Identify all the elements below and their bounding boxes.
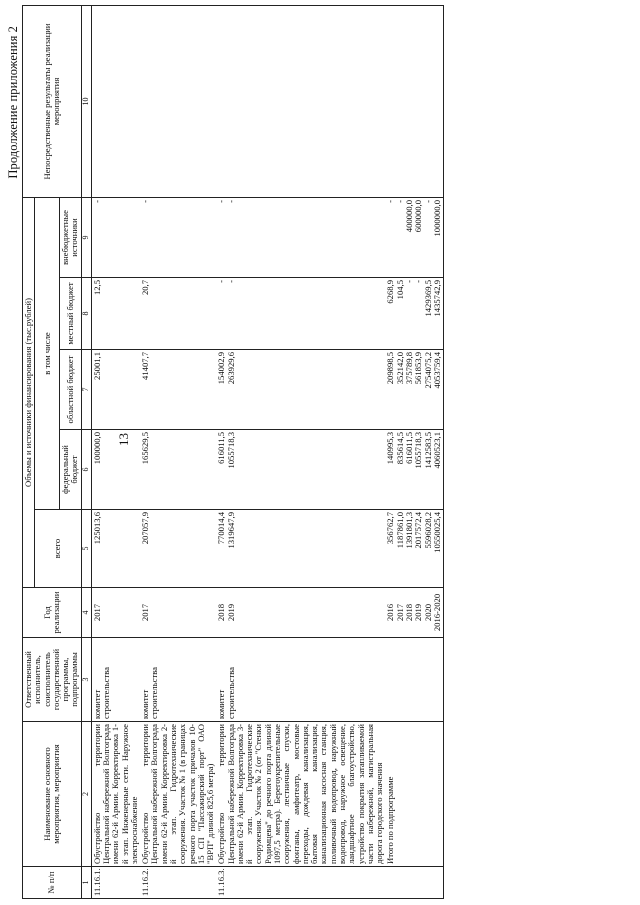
value-line: 100000,0 bbox=[91, 432, 102, 465]
extrabudget-cell bbox=[216, 197, 385, 277]
activity-name: Обустройство территории Центральной набережной Волгограда имени 62-й Армии. Корректировка 3-й этап. Гидротехнические сооружения. Участок № 2 (от "Стенки Родимцева" до речного порта длиной 1097,5 метра). Берегоукрепительные сооружения, лестничные спуски, фонтаны, амфитеатр, мостовые переходы, дождевая канализация, бытовая канализация, канализационная насосная станция, поливочный водопровод, наружный водопровод, наружное освещение, ландшафтное благоустройство, устройство покрытия затапливаемой части набережной, магистральная дорога городского значения bbox=[216, 722, 385, 867]
value-line: 2016 bbox=[385, 603, 396, 622]
value-line: 2020 bbox=[422, 603, 433, 622]
value-line: 1391801,3 bbox=[403, 512, 414, 549]
value-line: 561853,9 bbox=[413, 352, 424, 385]
value-line: 10550025,4 bbox=[431, 512, 442, 553]
local-cell bbox=[385, 278, 443, 350]
value-line: 375789,8 bbox=[403, 352, 414, 385]
federal-cell bbox=[216, 430, 385, 510]
column-number: 3 bbox=[81, 638, 91, 722]
row-number: 11.16.1. bbox=[91, 867, 140, 899]
value-line: - bbox=[403, 280, 414, 283]
value-line: 2018 bbox=[403, 603, 414, 622]
value-line: 25001,1 bbox=[91, 352, 102, 380]
value-line: - bbox=[225, 280, 236, 283]
value-line: 2018 bbox=[216, 603, 227, 622]
value-line: 4053759,4 bbox=[431, 352, 442, 389]
column-number: 6 bbox=[81, 430, 91, 510]
responsible-executor: комитет строительства bbox=[91, 638, 140, 722]
header-regional: областной бюджет bbox=[60, 350, 82, 430]
column-number: 2 bbox=[81, 722, 91, 867]
value-line: 1055718,3 bbox=[225, 432, 236, 469]
column-number: 10 bbox=[81, 5, 91, 197]
value-line: - bbox=[394, 199, 405, 203]
value-line: 400000,0 bbox=[403, 199, 414, 233]
value-line: 2017 bbox=[140, 603, 151, 622]
regional-cell bbox=[91, 350, 140, 430]
value-line: 2017 bbox=[91, 603, 102, 622]
year-cell bbox=[216, 588, 385, 638]
value-line: 140995,3 bbox=[385, 432, 396, 465]
regional-cell bbox=[385, 350, 443, 430]
result-cell bbox=[385, 5, 443, 197]
header-total: всего bbox=[35, 510, 81, 588]
value-line: 1319647,9 bbox=[225, 512, 236, 549]
value-line: 41407,7 bbox=[140, 352, 151, 380]
federal-cell bbox=[91, 430, 140, 510]
value-line: 125013,6 bbox=[91, 512, 102, 545]
value-line: 1412583,5 bbox=[422, 432, 433, 469]
value-line: 2016-2020 bbox=[431, 593, 442, 632]
column-number: 1 bbox=[81, 867, 91, 899]
value-line: 835614,5 bbox=[394, 432, 405, 465]
header-including: в том числе bbox=[35, 197, 60, 509]
header-funding: Объемы и источники финансирования (тыс.рублей) bbox=[23, 197, 35, 587]
extrabudget-cell bbox=[91, 197, 140, 277]
value-line: 20,7 bbox=[140, 280, 151, 296]
value-line: 2017 bbox=[394, 603, 405, 622]
header-name: Наименование основного мероприятия, мероприятия bbox=[23, 722, 82, 867]
total-cell bbox=[91, 510, 140, 588]
column-number: 5 bbox=[81, 510, 91, 588]
value-line: 207057,9 bbox=[140, 512, 151, 545]
financing-table bbox=[22, 5, 444, 899]
header-federal: федеральный бюджет bbox=[60, 430, 82, 510]
row-number: 11.16.2. bbox=[140, 867, 216, 899]
local-cell bbox=[91, 278, 140, 350]
value-line: 352142,0 bbox=[394, 352, 405, 385]
value-line: 209898,5 bbox=[385, 352, 396, 385]
value-line: - bbox=[91, 199, 102, 203]
total-cell bbox=[385, 510, 443, 588]
total-cell bbox=[140, 510, 216, 588]
table-row bbox=[140, 5, 216, 898]
value-line: 4060523,1 bbox=[431, 432, 442, 469]
column-number: 9 bbox=[81, 197, 91, 277]
value-line: 1000000,0 bbox=[431, 199, 442, 237]
header-extrabudget: внебюджетные источники bbox=[60, 197, 82, 277]
federal-cell bbox=[385, 430, 443, 510]
row-number: 11.16.3. bbox=[216, 867, 385, 899]
value-line: 104,5 bbox=[394, 280, 405, 300]
year-cell bbox=[385, 588, 443, 638]
value-line: 154002,9 bbox=[216, 352, 227, 385]
value-line: 770014,4 bbox=[216, 512, 227, 545]
value-line: - bbox=[385, 199, 396, 203]
responsible-executor bbox=[385, 638, 443, 722]
value-line: 356762,7 bbox=[385, 512, 396, 545]
value-line: 12,5 bbox=[91, 280, 102, 296]
value-line: 616011,5 bbox=[216, 432, 227, 464]
extrabudget-cell bbox=[140, 197, 216, 277]
activity-name: Обустройство территории Центральной набережной Волгограда имени 62-й Армии. Корректировка 1-й этап. Инженерные сети. Наружное электроснабжение bbox=[91, 722, 140, 867]
value-line: 2019 bbox=[225, 603, 236, 622]
table-row bbox=[385, 5, 443, 898]
year-cell bbox=[91, 588, 140, 638]
value-line: 616011,5 bbox=[403, 432, 414, 464]
continuation-header: Продолжение приложения 2 bbox=[6, 26, 20, 179]
value-line: 1055718,3 bbox=[413, 432, 424, 469]
value-line: 1435742,9 bbox=[431, 280, 442, 317]
value-line: 165629,5 bbox=[140, 432, 151, 465]
regional-cell bbox=[140, 350, 216, 430]
column-number-row bbox=[81, 5, 91, 898]
value-line: 1429369,5 bbox=[422, 280, 433, 317]
activity-name: Обустройство территории Центральной набережной Волгограда имени 62-й Армии. Корректировка 2-й этап. Гидротехнические сооружения. Участок № 1 (в границах речного порта участок причалов 10-15 СП "Пассажирский порт" ОАО "ВРП" длиной 825,6 метра) bbox=[140, 722, 216, 867]
page-number: 13 bbox=[116, 433, 131, 446]
header-result: Непосредственные результаты реализации мероприятия bbox=[23, 5, 82, 197]
value-line: 1187861,0 bbox=[394, 512, 405, 549]
header-local: местный бюджет bbox=[60, 278, 82, 350]
year-cell bbox=[140, 588, 216, 638]
result-cell bbox=[140, 5, 216, 197]
total-cell bbox=[216, 510, 385, 588]
responsible-executor: комитет строительства bbox=[216, 638, 385, 722]
value-line: 6268,9 bbox=[385, 280, 396, 304]
result-cell bbox=[91, 5, 140, 197]
value-line: - bbox=[422, 199, 433, 203]
value-line: 2017572,4 bbox=[413, 512, 424, 549]
value-line: 2019 bbox=[413, 603, 424, 622]
responsible-executor: комитет строительства bbox=[140, 638, 216, 722]
table-row bbox=[91, 5, 140, 898]
activity-name: Итого по подпрограмме bbox=[385, 722, 443, 867]
column-number: 4 bbox=[81, 588, 91, 638]
extrabudget-cell bbox=[385, 197, 443, 277]
table-body bbox=[91, 5, 443, 898]
header-num: № п/п bbox=[23, 867, 82, 899]
regional-cell bbox=[216, 350, 385, 430]
column-number: 7 bbox=[81, 350, 91, 430]
result-cell bbox=[216, 5, 385, 197]
value-line: 5596028,2 bbox=[422, 512, 433, 549]
value-line: - bbox=[216, 280, 227, 283]
federal-cell bbox=[140, 430, 216, 510]
value-line: - bbox=[225, 199, 236, 203]
local-cell bbox=[216, 278, 385, 350]
value-line: - bbox=[140, 199, 151, 203]
value-line: 263929,6 bbox=[225, 352, 236, 385]
value-line: 600000,0 bbox=[413, 199, 424, 233]
header-year: Год реализации bbox=[23, 588, 82, 638]
table-row bbox=[216, 5, 385, 898]
header-responsible: Ответственный исполнитель, соисполнитель государственной программы, подпрограммы bbox=[23, 638, 82, 722]
value-line: - bbox=[413, 280, 424, 283]
row-number bbox=[385, 867, 443, 899]
column-number: 8 bbox=[81, 278, 91, 350]
value-line: 2754075,2 bbox=[422, 352, 433, 389]
value-line: - bbox=[216, 199, 227, 203]
local-cell bbox=[140, 278, 216, 350]
